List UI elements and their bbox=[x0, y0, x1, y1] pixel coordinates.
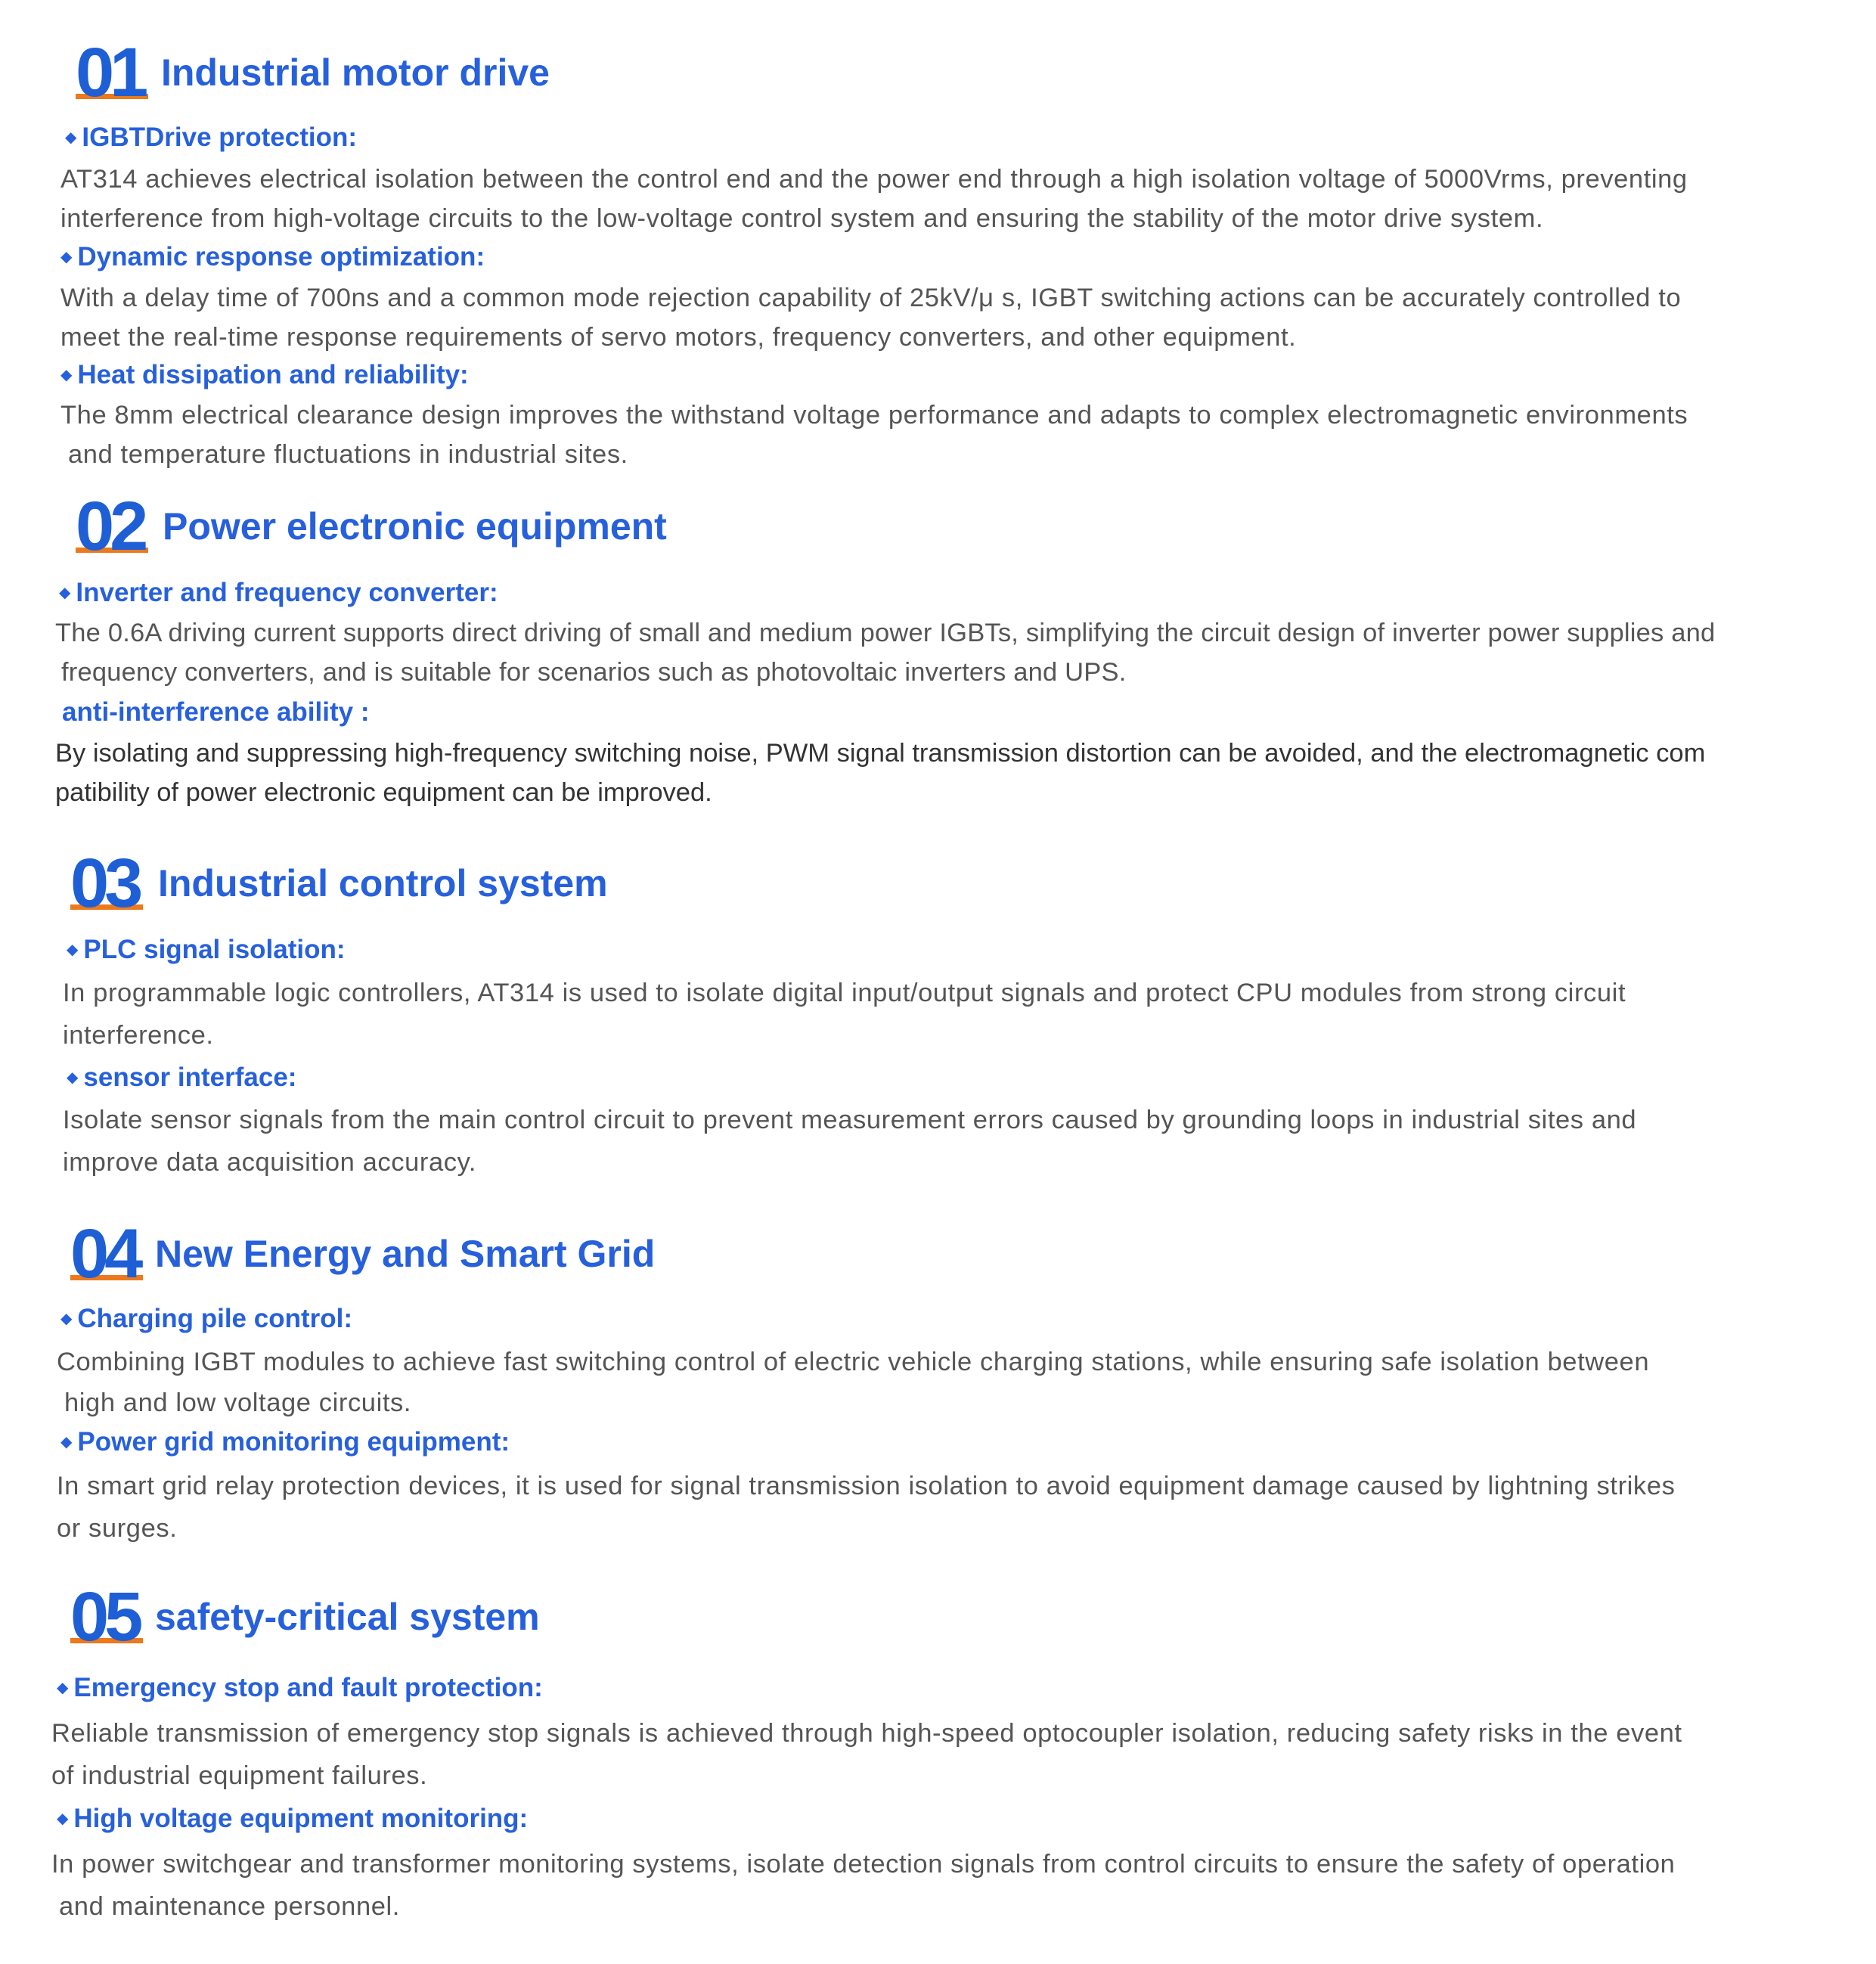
item-body: AT314 achieves electrical isolation between the control end and the power end through a high isolation voltage of 5000Vrms, preventing interference from high-voltage circuits to the low-voltage control system and ensuring the stability of the motor drive system. bbox=[60, 165, 1688, 233]
section-header bbox=[70, 845, 751, 924]
section-title: Industrial control system bbox=[158, 862, 608, 904]
section-number: 01 bbox=[76, 34, 144, 111]
item-title: ◆ Emergency stop and fault protection: bbox=[57, 1671, 543, 1705]
item-body: In power switchgear and transformer monitoring systems, isolate detection signals from control circuits to ensure the safety of operation and maintenance personnel. bbox=[51, 1850, 1676, 1921]
item-body: Reliable transmission of emergency stop signals is achieved through high-speed optocoupler isolation, reducing safety risks in the event of industrial equipment failures. bbox=[51, 1719, 1682, 1790]
section-number: 02 bbox=[76, 488, 144, 565]
item-title: ◆ Charging pile control: bbox=[60, 1302, 352, 1336]
item-title: ◆ PLC signal isolation: bbox=[67, 933, 346, 966]
item-body: With a delay time of 700ns and a common mode rejection capability of 25kV/μ s, IGBT switching actions can be accurately controlled to meet the real-time response requirements of servo motors, frequency converters, and other equipment. bbox=[60, 284, 1682, 352]
section-title: Industrial motor drive bbox=[161, 51, 550, 94]
diamond-bullet-icon: ◆ bbox=[60, 367, 73, 383]
diamond-bullet-icon: ◆ bbox=[60, 249, 73, 265]
item-body: In smart grid relay protection devices, it is used for signal transmission isolation to avoid equipment damage caused by lightning strikes or surges. bbox=[57, 1472, 1676, 1543]
diamond-bullet-icon: ◆ bbox=[67, 942, 79, 958]
item-title: ◆ Dynamic response optimization: bbox=[60, 240, 485, 274]
diamond-bullet-icon: ◆ bbox=[67, 1069, 79, 1086]
diamond-bullet-icon: ◆ bbox=[60, 1311, 73, 1327]
diamond-bullet-icon: ◆ bbox=[65, 129, 77, 146]
section-title: safety-critical system bbox=[155, 1596, 540, 1638]
item-title: ◆ Inverter and frequency converter: bbox=[59, 576, 498, 610]
section-header bbox=[70, 1578, 751, 1658]
section-title: New Energy and Smart Grid bbox=[155, 1233, 656, 1275]
item-title: ◆ IGBTDrive protection: bbox=[65, 121, 357, 154]
diamond-bullet-icon: ◆ bbox=[59, 585, 71, 601]
item-title: ◆ sensor interface: bbox=[67, 1061, 296, 1094]
section-number: 05 bbox=[70, 1578, 139, 1655]
diamond-bullet-icon: ◆ bbox=[57, 1680, 69, 1696]
section-number: 04 bbox=[70, 1215, 139, 1292]
item-body: The 0.6A driving current supports direct driving of small and medium power IGBTs, simplifying the circuit design of inverter power supplies and frequency converters, and is suitable for scenarios such as photovoltaic inverters and UPS. bbox=[55, 619, 1716, 687]
item-body: In programmable logic controllers, AT314 is used to isolate digital input/output signals and protect CPU modules from strong circuit interference. bbox=[63, 979, 1626, 1050]
item-title: ◆ Power grid monitoring equipment: bbox=[60, 1426, 510, 1459]
item-body: By isolating and suppressing high-frequency switching noise, PWM signal transmission distortion can be avoided, and the electromagnetic com patibility of power electronic equipment can be improved. bbox=[55, 739, 1706, 807]
section-header bbox=[76, 488, 832, 567]
item-body: Combining IGBT modules to achieve fast switching control of electric vehicle charging stations, while ensuring safe isolation between high and low voltage circuits. bbox=[57, 1348, 1650, 1417]
item-title: anti-interference ability : bbox=[62, 697, 370, 727]
item-title: ◆ High voltage equipment monitoring: bbox=[57, 1802, 528, 1835]
section-title: Power electronic equipment bbox=[163, 505, 667, 548]
section-header bbox=[76, 34, 756, 113]
item-body: The 8mm electrical clearance design improves the withstand voltage performance and adapts to complex electromagnetic environments and temperature fluctuations in industrial sites. bbox=[60, 401, 1688, 469]
diamond-bullet-icon: ◆ bbox=[60, 1434, 73, 1451]
item-body: Isolate sensor signals from the main control circuit to prevent measurement errors caused by grounding loops in industrial sites and improve data acquisition accuracy. bbox=[63, 1106, 1637, 1177]
section-number: 03 bbox=[70, 845, 139, 922]
diamond-bullet-icon: ◆ bbox=[57, 1810, 69, 1827]
item-title: ◆ Heat dissipation and reliability: bbox=[60, 358, 469, 392]
section-header bbox=[70, 1215, 751, 1295]
